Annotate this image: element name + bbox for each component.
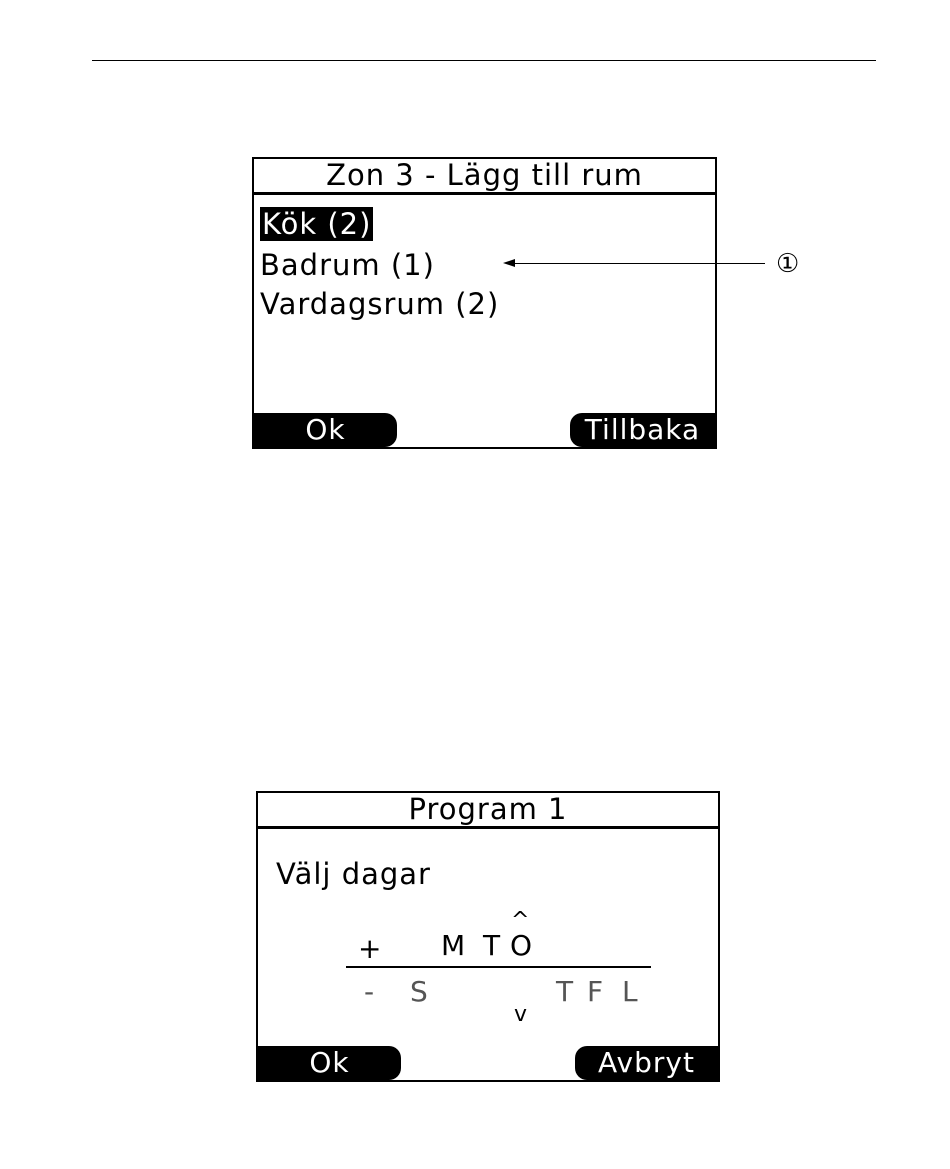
days-divider bbox=[346, 966, 651, 968]
caret-down-icon: v bbox=[514, 1002, 528, 1027]
select-days-prompt: Välj dagar bbox=[276, 857, 431, 891]
callout-arrow-line bbox=[510, 263, 765, 264]
zone-add-room-screen bbox=[252, 157, 717, 449]
day-s[interactable]: S bbox=[410, 975, 428, 1008]
day-m[interactable]: M bbox=[441, 929, 466, 962]
back-button[interactable]: Tillbaka bbox=[570, 413, 715, 447]
caret-up-icon: ^ bbox=[511, 908, 530, 933]
day-f[interactable]: F bbox=[587, 975, 604, 1008]
callout-number: ① bbox=[776, 249, 800, 279]
plus-label: + bbox=[358, 932, 382, 965]
day-o[interactable]: O bbox=[510, 929, 533, 962]
program-days-screen bbox=[256, 791, 720, 1082]
minus-label: - bbox=[364, 975, 375, 1008]
ok-button[interactable]: Ok bbox=[258, 1046, 401, 1080]
cancel-button[interactable]: Avbryt bbox=[575, 1046, 718, 1080]
day-l[interactable]: L bbox=[622, 975, 638, 1008]
callout-arrow-icon bbox=[503, 259, 515, 267]
room-item-kok[interactable]: Kök (2) bbox=[262, 207, 372, 241]
room-item-badrum[interactable]: Badrum (1) bbox=[260, 248, 435, 282]
room-item-vardagsrum[interactable]: Vardagsrum (2) bbox=[260, 287, 500, 321]
day-t[interactable]: T bbox=[483, 929, 501, 962]
page-top-rule bbox=[92, 60, 876, 61]
day-t2[interactable]: T bbox=[556, 975, 574, 1008]
ok-button[interactable]: Ok bbox=[254, 413, 397, 447]
screen-title: Program 1 bbox=[258, 793, 718, 829]
screen-title: Zon 3 - Lägg till rum bbox=[254, 159, 715, 195]
